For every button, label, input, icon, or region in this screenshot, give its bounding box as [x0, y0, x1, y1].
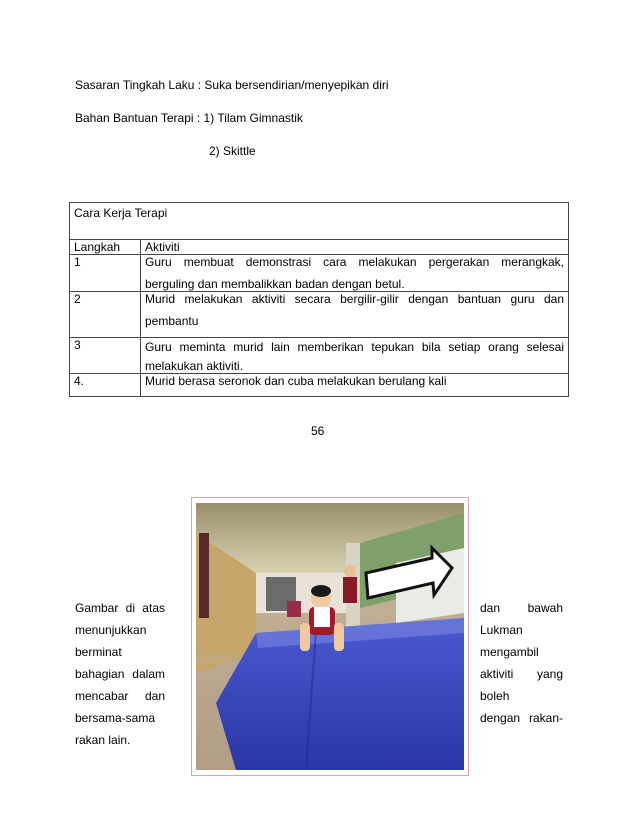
activity-photo [196, 503, 464, 770]
table-row [70, 255, 569, 292]
caption-line: mencabar dan [75, 689, 165, 703]
cara-kerja-table [69, 202, 569, 397]
step-number: 4. [70, 374, 141, 397]
caption-line: dan bawah [480, 601, 563, 615]
step-number: 3 [70, 338, 141, 374]
gymnastics-mat-photo [196, 503, 464, 770]
caption-left [75, 597, 165, 751]
activity-line: berguling dan membalikkan badan dengan betul. [145, 277, 405, 291]
table-row [70, 292, 569, 338]
sasaran-tingkah-laku: Sasaran Tingkah Laku : Suka bersendirian/menyepikan diri [75, 78, 389, 92]
caption-line: Lukman [480, 623, 523, 637]
activity-line: melakukan aktiviti. [145, 359, 244, 373]
caption-line: boleh [480, 689, 510, 703]
activity-line: Murid melakukan aktiviti secara bergilir-gilir dengan bantuan guru dan [145, 292, 564, 306]
step-activity [141, 338, 569, 374]
page-number: 56 [311, 424, 325, 438]
step-number: 2 [70, 292, 141, 338]
caption-line: dengan rakan- [480, 711, 563, 725]
activity-photo-frame [191, 497, 469, 776]
caption-line: berminat [75, 645, 122, 659]
step-number: 1 [70, 255, 141, 292]
step-activity [141, 255, 569, 292]
activity-line: pembantu [145, 314, 199, 328]
activity-line: Guru meminta murid lain memberikan tepukan bila setiap orang selesai [145, 340, 564, 354]
bahan-item-skittle: 2) Skittle [209, 144, 256, 158]
caption-line: menunjukkan [75, 623, 147, 637]
caption-line: bersama-sama [75, 711, 156, 725]
table-title: Cara Kerja Terapi [70, 203, 569, 240]
table-row [70, 374, 569, 397]
header-aktiviti: Aktiviti [141, 240, 569, 255]
caption-line: aktiviti yang [480, 667, 563, 681]
caption-right [480, 597, 563, 729]
bahan-bantuan-terapi: Bahan Bantuan Terapi : 1) Tilam Gimnastik [75, 111, 303, 125]
caption-line: rakan lain. [75, 733, 131, 747]
caption-line: bahagian dalam [75, 667, 165, 681]
caption-line: mengambil [480, 645, 539, 659]
step-activity [141, 292, 569, 338]
activity-line: Guru membuat demonstrasi cara melakukan pergerakan merangkak, [145, 255, 564, 269]
header-langkah: Langkah [70, 240, 141, 255]
step-activity: Murid berasa seronok dan cuba melakukan berulang kali [141, 374, 569, 397]
table-header-row [70, 240, 569, 255]
table-title-row [70, 203, 569, 240]
caption-line: Gambar di atas [75, 601, 165, 615]
table-row [70, 338, 569, 374]
